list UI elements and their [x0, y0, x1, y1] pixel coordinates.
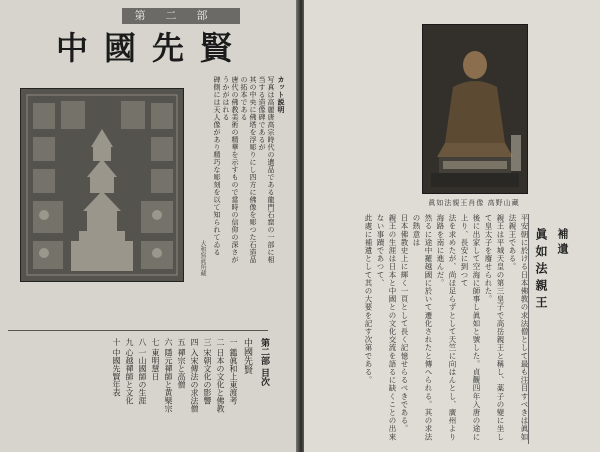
section-banner: 第二部	[122, 8, 240, 24]
stele-rubbing-photo	[20, 88, 184, 282]
body-paragraph: 日本佛教史上に輝く一頁として長く記憶せらるべきである。	[400, 214, 409, 433]
body-paragraph: 此處に補遺として其の大要を記す次第である。	[364, 214, 373, 385]
table-of-contents	[8, 338, 270, 448]
toc-item: 二 日本の文化と佛教	[216, 338, 225, 413]
left-page	[0, 0, 298, 452]
section-title: 中國先賢	[56, 29, 249, 67]
plate-caption-line: 唐代の佛教美術の精華を示すもので當時の信仰の深さがうかがはれる	[222, 76, 239, 264]
portrait-caption: 眞如法親王肖像 高野山藏	[428, 199, 520, 207]
toc-item: 三 宋朝文化の影響	[203, 338, 212, 405]
toc-item: 七 東明慧日	[151, 338, 160, 381]
body-paragraph: 平安朝に於ける日本佛教の求法僧として最も注目すべきは眞如法親王である。	[508, 214, 529, 441]
toc-item: 一 鑑眞和上東渡考	[229, 338, 238, 405]
plate-caption-line: 其の中央に佛塔を浮彫りにし四方に佛像を彫つた石造品の拓本である	[240, 76, 257, 264]
toc-item: 十 中國先賢年表	[112, 338, 121, 397]
toc-item: 九 心越禪師と文化	[125, 338, 134, 405]
body-paragraph: 法を求めたが、尚ほ足らずとして天竺に向はんとし、廣州より海路を南に進んだ。	[436, 214, 457, 441]
plate-caption-heading: カット説明	[277, 76, 286, 114]
body-paragraph: 親王の生涯は日本と中國との文化交流を語るに缺くことの出來ない事蹟であつて、	[376, 214, 397, 441]
toc-item: 四 入宋傳法の求法僧	[190, 338, 199, 413]
article-body	[310, 214, 530, 446]
toc-item: 五 禪宗と高僧	[177, 338, 186, 389]
plate-credit: 大和寫眞所藏	[199, 240, 206, 276]
body-paragraph: 親王は平城天皇の第三皇子で高岳親王と稱し、薬子の變に坐して皇太子を廢せられた。	[484, 214, 505, 441]
toc-book-title: 中國先賢	[242, 338, 252, 374]
toc-heading: 第二部 目次	[259, 338, 269, 387]
toc-item: 八 一山國師の生涯	[138, 338, 147, 405]
article-label: 補遺	[556, 228, 569, 258]
article-title: 眞如法親王	[534, 228, 548, 313]
plate-caption-line: 碑側には天人像があり精巧な彫刻を以て知られてゐる	[213, 76, 221, 256]
body-paragraph: 後に出家して空海に師事し眞如と號した。貞觀四年入唐の途に上り、長安に到つて	[460, 214, 481, 441]
plate-caption-line: 写真は高麗唐高宗時代の遺品である龍門石窟の一部に相当する造像碑であるが	[258, 76, 275, 264]
divider-line	[8, 330, 268, 331]
plate-caption	[198, 76, 286, 266]
toc-item: 六 隱元禪師と黄檗宗	[164, 338, 173, 413]
right-page	[304, 0, 600, 452]
monk-portrait-photo	[422, 24, 528, 194]
body-paragraph: 然るに途中羅越國に於いて遷化されたと傳へられる。其の求法の熱意は	[412, 214, 433, 441]
